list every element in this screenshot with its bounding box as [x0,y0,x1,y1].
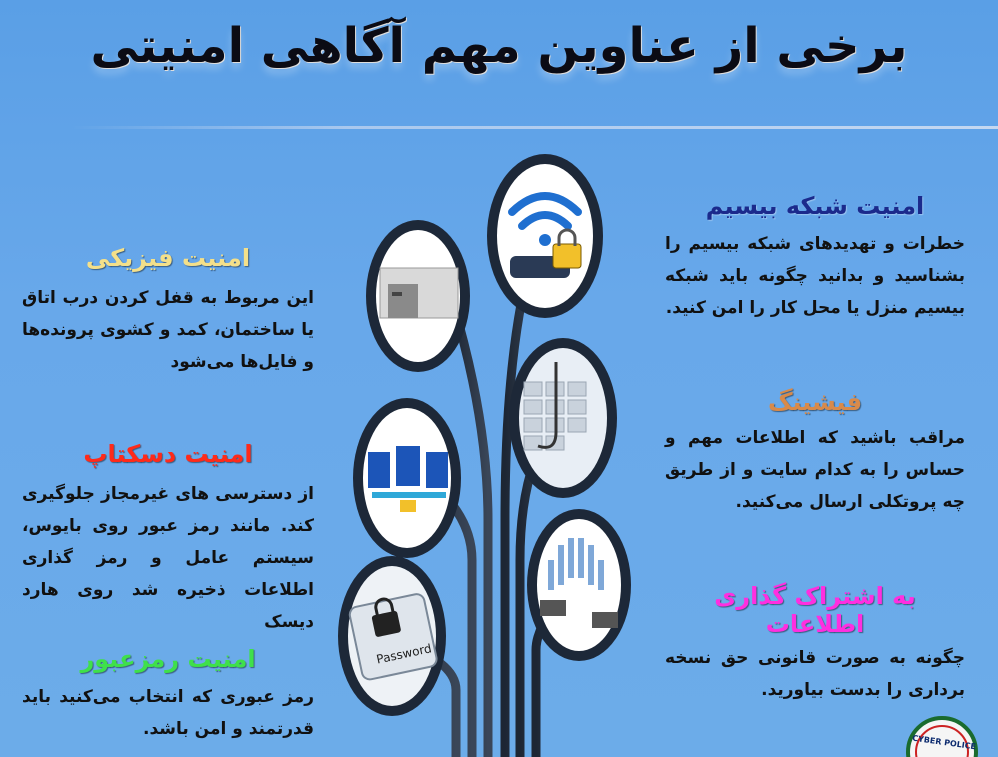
info-sharing-section [665,582,965,706]
desktop-monitors-lock-icon [353,398,461,558]
svg-text:Password: Password [375,641,433,667]
password-key-lock-icon [338,556,446,716]
desktop-security-heading: امنیت دسکتاپ [83,440,253,468]
phishing-section [665,388,965,518]
desktop-security-text: از دسترسی های غیرمجاز جلوگیری کند. مانند رمز عبور روی بایوس، سیستم عامل و رمز گذاری اطلاعات ذخیره شد روی هارد دیسک [22,484,314,632]
phishing-heading: فیشینگ [767,388,863,416]
physical-security-section [22,244,314,378]
wifi-router-lock-icon [487,154,603,318]
password-security-section [22,645,314,745]
keyboard-fishhook-icon [509,338,617,498]
file-drawer-icon [366,220,470,372]
desktop-security-section [22,440,314,638]
wireless-security-heading: امنیت شبکه بیسیم [705,192,925,220]
wireless-security-text: خطرات و تهدیدهای شبکه بیسیم را بشناسید و بدانید چگونه باید شبکه بیسیم منزل یا محل کار را امن کنید. [665,234,965,318]
page-title: برخی از عناوین مهم آگاهی امنیتی [90,18,908,74]
phishing-text: مراقب باشید که اطلاعات مهم و حساس را به کدام سایت و از طریق چه پروتکلی ارسال می‌کنید. [665,428,965,512]
password-security-heading: امنیت رمزعبور [80,645,256,673]
password-security-text: رمز عبوری که انتخاب می‌کنید باید قدرتمند و امن باشد. [22,687,314,739]
physical-security-text: این مربوط به قفل کردن درب اتاق یا ساختمان، کمد و کشوی پرونده‌ها و فایل‌ها می‌شود [22,288,314,372]
cyber-police-label: CYBER POLICE [911,733,977,752]
info-sharing-text: چگونه به صورت قانونی حق نسخه برداری را بدست بیاورید. [665,648,965,700]
info-sharing-heading: به اشتراک گذاری اطلاعات [714,582,916,638]
wireless-security-section [665,192,965,324]
physical-security-heading: امنیت فیزیکی [85,244,251,272]
laptops-data-exchange-icon [527,509,631,661]
